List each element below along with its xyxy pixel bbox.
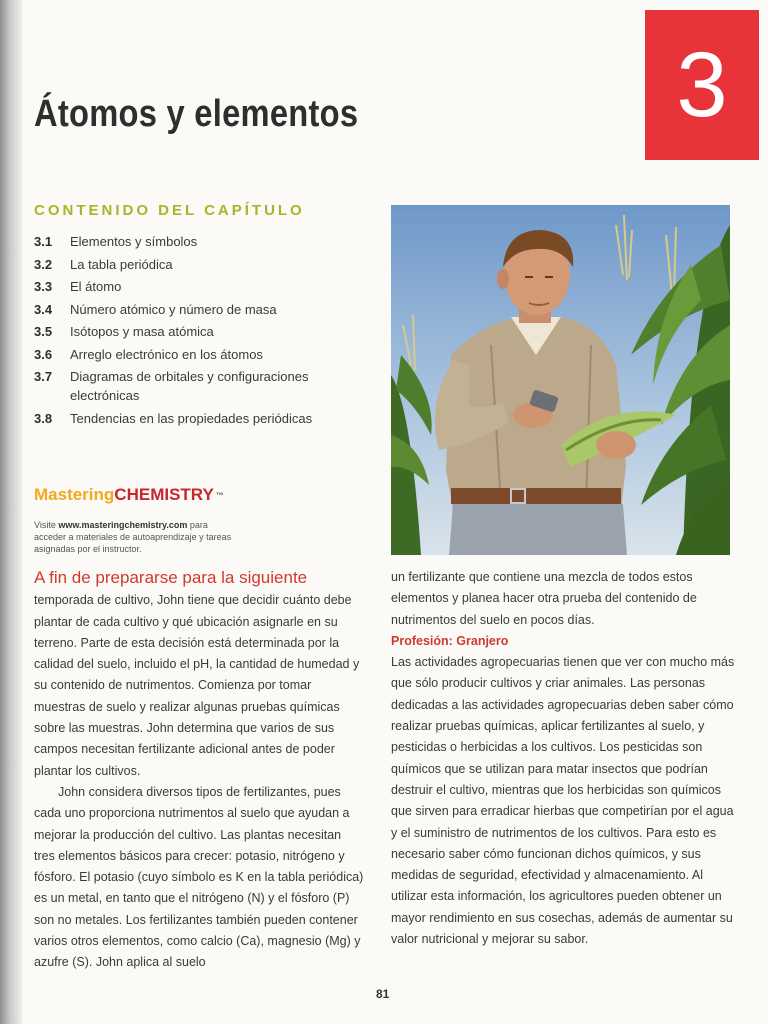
chapter-number: 3 bbox=[676, 34, 728, 136]
note-suffix: para acceder a materiales de autoaprendizaje y tareas asignadas por el instructor. bbox=[34, 520, 232, 554]
toc-item-number: 3.4 bbox=[34, 301, 53, 317]
chapter-title: Átomos y elementos bbox=[34, 93, 359, 135]
toc-item bbox=[34, 345, 334, 364]
toc-item-number: 3.7 bbox=[34, 369, 53, 384]
toc-item-number: 3.2 bbox=[34, 256, 53, 272]
note-prefix: Visite bbox=[34, 520, 59, 530]
logo-chemistry-text: CHEMISTRY bbox=[114, 485, 214, 504]
toc-item-number: 3.1 bbox=[34, 234, 53, 249]
toc-item-number: 3.5 bbox=[34, 324, 53, 339]
career-paragraph: Las actividades agropecuarias tienen que ver con mucho más que sólo producir cultivos y criar animales. Las personas dedicadas a las actividades agropecuarias deben saber cómo realizar pruebas químicas, aplicar fertilizantes al suelo, y pesticidas o herbicidas a los cultivos. Los pesticidas son químicos que se utilizan para matar insectos que podrían destruir el cultivo, mientras que los herbicidas son químicos que sirven para erradicar hierbas que competirían por el agua y el suministro de nutrimentos de los cultivos. Para esto es necesario saber cómo funcionan dichos químicos, y sus medidas de seguridad, efectividad y almacenamiento. Al utilizar esta información, los agricultores pueden obtener un mayor rendimiento en sus cosechas, además de aumentar su valor nutricional y mejorar su sabor. bbox=[391, 655, 735, 947]
toc-item-title: Elementos y símbolos bbox=[70, 234, 198, 249]
mastering-url-link[interactable]: www.masteringchemistry.com bbox=[58, 520, 188, 530]
chapter-number-box bbox=[645, 10, 759, 160]
mastering-note bbox=[34, 519, 234, 555]
toc-heading: CONTENIDO DEL CAPÍTULO bbox=[34, 202, 305, 219]
toc-item-title: El átomo bbox=[70, 279, 122, 294]
farmer-in-cornfield-image bbox=[391, 205, 730, 555]
page-number: 81 bbox=[376, 987, 390, 1001]
trademark-mark: ™ bbox=[215, 490, 224, 500]
toc-item bbox=[34, 322, 334, 341]
book-spine-shadow bbox=[0, 0, 22, 1024]
toc-item-number: 3.6 bbox=[34, 346, 53, 362]
toc-item-number: 3.8 bbox=[34, 410, 53, 426]
table-of-contents bbox=[34, 232, 334, 431]
toc-item bbox=[34, 255, 334, 274]
intro-paragraph bbox=[34, 567, 364, 782]
toc-item-title: La tabla periódica bbox=[70, 256, 173, 272]
mastering-chemistry-logo bbox=[34, 485, 224, 505]
toc-item bbox=[34, 409, 334, 428]
toc-item-title: Tendencias en las propiedades periódicas bbox=[70, 410, 313, 426]
career-heading: Profesión: Granjero bbox=[391, 633, 509, 648]
body-column-right bbox=[391, 567, 736, 950]
toc-item-title: Diagramas de orbitales y configuraciones electrónicas bbox=[70, 369, 309, 403]
toc-item bbox=[34, 277, 334, 296]
toc-item-title: Arreglo electrónico en los átomos bbox=[70, 346, 263, 362]
toc-item-title: Número atómico y número de masa bbox=[70, 301, 277, 317]
toc-item-number: 3.3 bbox=[34, 279, 53, 294]
fertilizer-paragraph: John considera diversos tipos de fertilizantes, pues cada uno proporciona nutrimentos al suelo que ayudan a mejorar la producción del cultivo. Las plantas necesitan tres elementos básicos para crecer: potasio, nitrógeno y fósforo. El potasio (cuyo símbolo es K en la tabla periódica) es un metal, en tanto que el nitrógeno (N) y el fósforo (P) son no metales. Los fertilizantes también pueden contener varios otros elementos, como calcio (Ca), magnesio (Mg) y azufre (S). John aplica al suelo bbox=[34, 784, 364, 970]
toc-item bbox=[34, 367, 334, 405]
intro-text: temporada de cultivo, John tiene que decidir cuánto debe plantar de cada cultivo y qué ubicación asignarle en su terreno. Parte de esta decisión está determinada por la calidad del suelo, incluido el pH, la cantidad de humedad y su contenido de nutrimentos. Comienza por tomar muestras de suelo y realizar algunas pruebas químicas sobre las muestras. John determina que varios de sus campos necesitan fertilizante adicional antes de poder plantar los cultivos. bbox=[34, 593, 360, 778]
continuation-paragraph: un fertilizante que contiene una mezcla de todos estos elementos y planea hacer otra prueba del contenido de nutrimentos del suelo en pocos días. bbox=[391, 570, 697, 627]
farmer-photo bbox=[391, 205, 730, 555]
logo-mastering-text: Mastering bbox=[34, 485, 115, 504]
toc-item-title: Isótopos y masa atómica bbox=[70, 324, 214, 339]
toc-item bbox=[34, 232, 334, 251]
toc-item bbox=[34, 300, 334, 319]
body-column-left bbox=[34, 567, 364, 974]
lead-in-text: A fin de prepararse para la siguiente bbox=[34, 568, 308, 587]
